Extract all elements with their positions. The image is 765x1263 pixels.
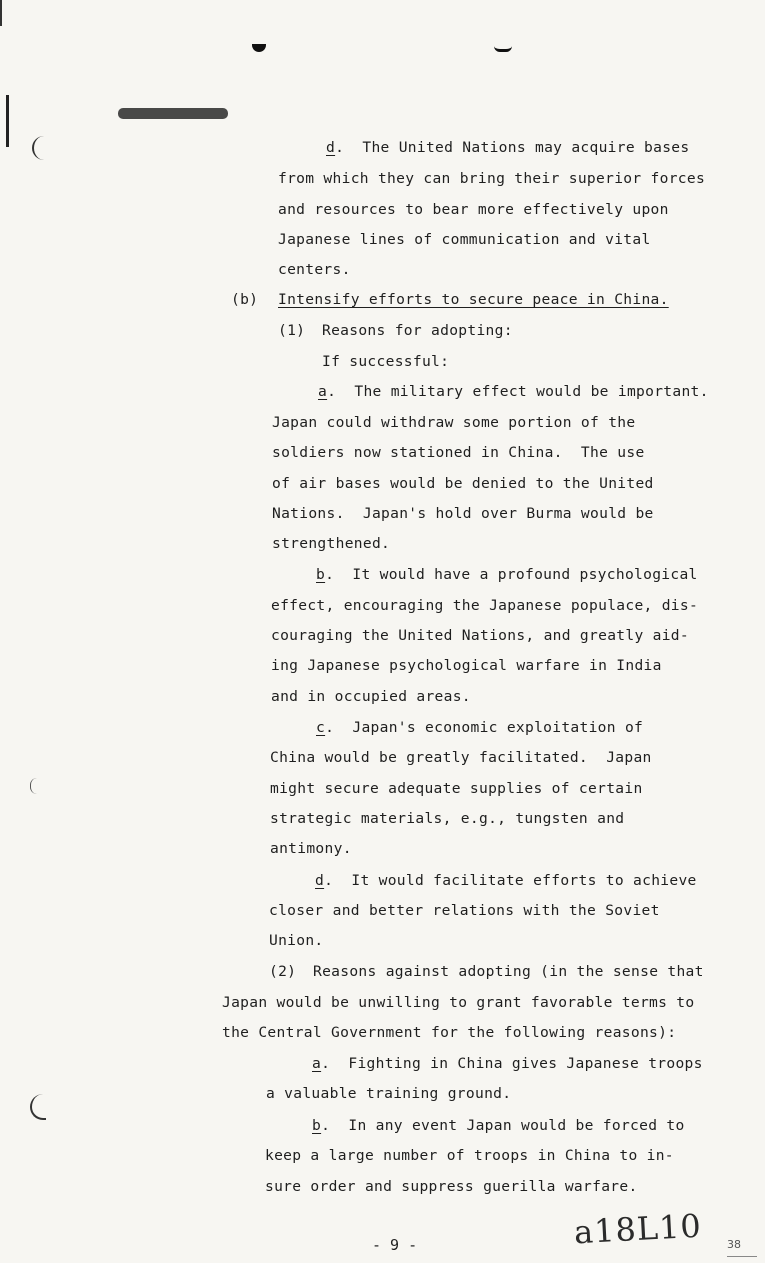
handwritten-reference: a18L10 (573, 1206, 703, 1252)
para-d-marker: d (326, 139, 336, 156)
reasons-against-label: (2) (269, 963, 297, 980)
para-d-line: from which they can bring their superior forces (278, 170, 706, 187)
item-c-line: China would be greatly facilitated. Japan (270, 749, 652, 766)
punch-mark-top-left (252, 44, 266, 52)
section-b-heading: Intensify efforts to secure peace in China. (278, 291, 669, 308)
item-c-first-line: c. Japan's economic exploitation of (316, 719, 644, 736)
against-a-marker: a (312, 1055, 322, 1072)
against-b-line: sure order and suppress guerilla warfare. (265, 1178, 638, 1195)
margin-bar (6, 95, 9, 147)
against-a-line: a valuable training ground. (266, 1085, 512, 1102)
item-b-line: ing Japanese psychological warfare in India (271, 657, 662, 674)
page-number: - 9 - (372, 1236, 418, 1254)
reasons-against-line: the Central Government for the following reasons): (222, 1024, 677, 1041)
item-b-marker: b (316, 566, 326, 583)
item-b-line: effect, encouraging the Japanese populace, dis- (271, 597, 699, 614)
reasons-against-line: Japan would be unwilling to grant favorable terms to (222, 994, 695, 1011)
item-b-line: and in occupied areas. (271, 688, 471, 705)
item-c-line: might secure adequate supplies of certain (270, 780, 643, 797)
bracket-mark-3 (30, 1094, 46, 1120)
para-d-line: Japanese lines of communication and vital (278, 231, 651, 248)
reasons-for-label: (1) (278, 322, 306, 339)
item-a-marker: a (318, 383, 328, 400)
item-a-line: Nations. Japan's hold over Burma would be (272, 505, 654, 522)
item-a-line: of air bases would be denied to the United (272, 475, 654, 492)
archive-stamp: 38 (727, 1238, 757, 1257)
margin-bar-top (0, 0, 2, 26)
para-d-line: and resources to bear more effectively upon (278, 201, 669, 218)
item-b-line: couraging the United Nations, and greatly aid- (271, 627, 689, 644)
reasons-against-line: Reasons against adopting (in the sense that (313, 963, 704, 980)
item-d-marker: d (315, 872, 325, 889)
section-b-label: (b) (231, 291, 259, 308)
item-a-first-line: a. The military effect would be important. (318, 383, 709, 400)
reasons-for-heading: Reasons for adopting: (322, 322, 513, 339)
item-c-line: strategic materials, e.g., tungsten and (270, 810, 625, 827)
item-c-marker: c (316, 719, 326, 736)
redaction-mark (118, 108, 228, 119)
reasons-for-condition: If successful: (322, 353, 450, 370)
item-a-line: soldiers now stationed in China. The use (272, 444, 645, 461)
against-b-line: keep a large number of troops in China to in- (265, 1147, 674, 1164)
item-d-line: Union. (269, 932, 324, 949)
item-c-line: antimony. (270, 840, 352, 857)
item-d-first-line: d. It would facilitate efforts to achieve (315, 872, 697, 889)
against-b-first-line: b. In any event Japan would be forced to (312, 1117, 685, 1134)
bracket-mark-2 (30, 778, 37, 794)
para-d-first-line: d. The United Nations may acquire bases (326, 139, 690, 156)
item-a-line: strengthened. (272, 535, 391, 552)
item-b-first-line: b. It would have a profound psychological (316, 566, 698, 583)
against-b-marker: b (312, 1117, 322, 1134)
item-a-line: Japan could withdraw some portion of the (272, 414, 636, 431)
against-a-first-line: a. Fighting in China gives Japanese troops (312, 1055, 703, 1072)
bracket-mark-1 (32, 136, 44, 160)
para-d-line: centers. (278, 261, 351, 278)
item-d-line: closer and better relations with the Soviet (269, 902, 660, 919)
punch-mark-top-right (494, 40, 512, 52)
